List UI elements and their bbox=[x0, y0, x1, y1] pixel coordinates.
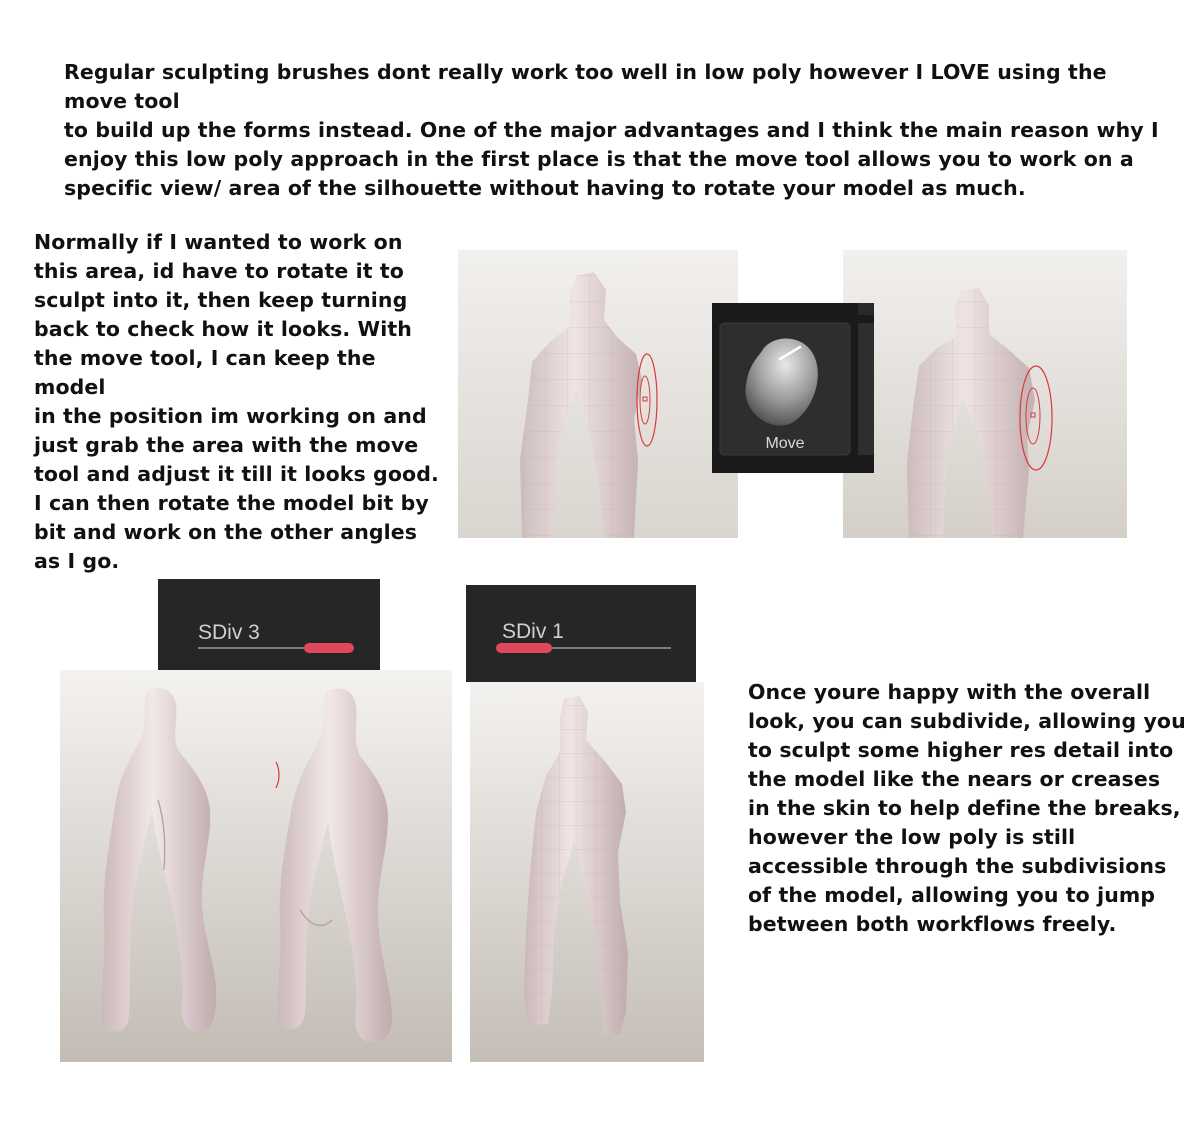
intro-paragraph: Regular sculpting brushes dont really work too well in low poly however I LOVE using the move tool to build up the forms instead. One of the major advantages and I think the main reason why I enjoy this low poly approach in the first place is that the move tool allows you to work on a specific view/ area of the silhouette without having to rotate your model as much. bbox=[64, 60, 1159, 200]
move-brush-thumbnail bbox=[712, 303, 874, 473]
viewport-lowpoly-level1 bbox=[470, 682, 704, 1062]
viewport-subdivided bbox=[60, 670, 452, 1062]
viewport-lowpoly-before bbox=[458, 250, 738, 538]
sdiv-label: SDiv 1 bbox=[502, 620, 564, 643]
subdivide-explanation: Once youre happy with the overall look, you can subdivide, allowing you to sculpt some higher res detail into the model like the nears or creases in the skin to help define the breaks, however the low poly is still accessible through the subdivisions of the model, allowing you to jump between both workflows freely. bbox=[748, 680, 1186, 936]
sdiv-label: SDiv 3 bbox=[198, 621, 260, 644]
subdivision-slider-low[interactable] bbox=[466, 585, 696, 682]
move-tool-explanation: Normally if I wanted to work on this area, id have to rotate it to sculpt into it, then keep turning back to check how it looks. With the move tool, I can keep the model in the position im working on and just grab the area with the move tool and adjust it till it looks good. I can then rotate the model bit by bit and work on the other angles as I go. bbox=[34, 230, 439, 573]
viewport-lowpoly-after bbox=[843, 250, 1127, 538]
brush-label: Move bbox=[765, 435, 805, 452]
slider-knob[interactable] bbox=[304, 643, 354, 653]
slider-knob[interactable] bbox=[496, 643, 552, 653]
